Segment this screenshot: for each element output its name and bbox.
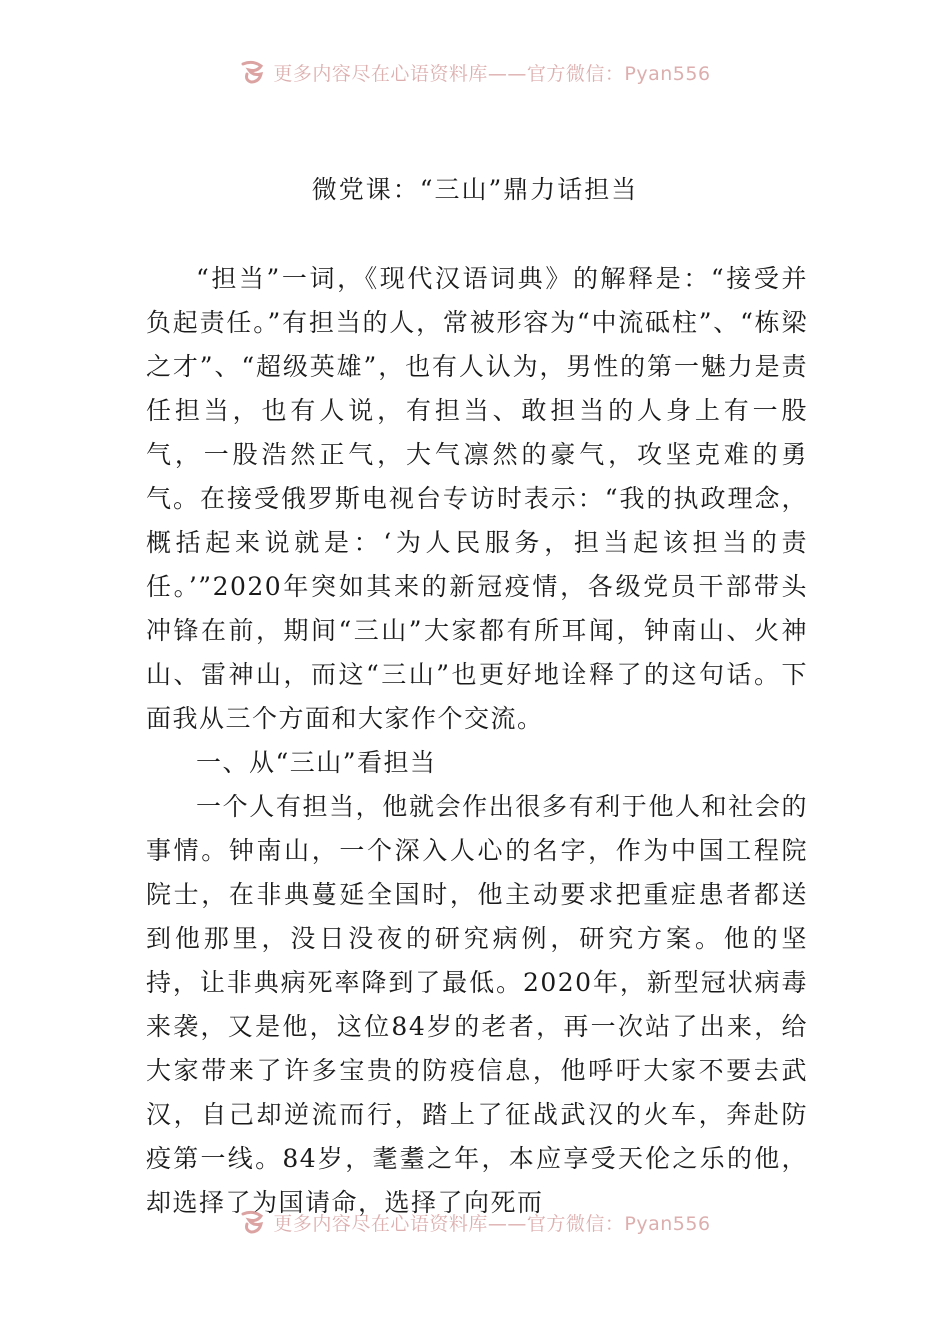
section-heading: 一、从“三山”看担当 [196, 748, 437, 777]
watermark-header [0, 52, 950, 92]
watermark-text: 更多内容尽在心语资料库——官方微信：Pyan556 [273, 62, 711, 85]
document-title: 微党课：“三山”鼎力话担当 [311, 175, 639, 204]
brand-logo-icon [239, 58, 267, 86]
paragraph-intro: “担当”一词，《现代汉语词典》的解释是：“接受并负起责任。”有担当的人，常被形容为“中流砥柱”、“栋梁之才”、“超级英雄”，也有人认为，男性的第一魅力是责任担当，也有人说，有担当、敢担当的人身上有一股气，一股浩然正气，大气凛然的豪气，攻坚克难的勇气。在接受俄罗斯电视台专访时表示：“我的执政理念，概括起来说就是：‘为人民服务，担当起该担当的责任。’”2020年突如其来的新冠疫情，各级党员干部带头冲锋在前，期间“三山”大家都有所耳闻，钟南山、火神山、雷神山，而这“三山”也更好地诠释了的这句话。下面我从三个方面和大家作个交流。 [146, 264, 808, 733]
paragraph-section-one: 一个人有担当，他就会作出很多有利于他人和社会的事情。钟南山，一个深入人心的名字，作为中国工程院院士，在非典蔓延全国时，他主动要求把重症患者都送到他那里，没日没夜的研究病例，研究方案。他的坚持，让非典病死率降到了最低。2020年，新型冠状病毒来袭，又是他，这位84岁的老者，再一次站了出来，给大家带来了许多宝贵的防疫信息，他呼吁大家不要去武汉，自己却逆流而行，踏上了征战武汉的火车，奔赴防疫第一线。84岁，耄耋之年，本应享受天伦之乐的他，却选择了为国请命，选择了向死而 [146, 792, 808, 1217]
document-body [146, 257, 808, 1225]
watermark-footer [0, 1202, 950, 1242]
watermark-text: 更多内容尽在心语资料库——官方微信：Pyan556 [273, 1212, 711, 1235]
brand-logo-icon [239, 1208, 267, 1236]
